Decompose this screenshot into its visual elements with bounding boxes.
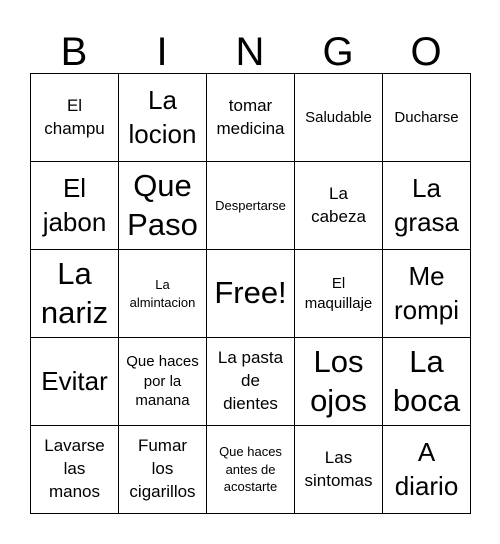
bingo-cell[interactable]: El jabon — [31, 162, 119, 250]
bingo-cell[interactable]: La cabeza — [295, 162, 383, 250]
bingo-cell[interactable]: Evitar — [31, 338, 119, 426]
bingo-cell[interactable]: Los ojos — [295, 338, 383, 426]
bingo-cell[interactable]: tomar medicina — [207, 74, 295, 162]
bingo-cell[interactable]: Saludable — [295, 74, 383, 162]
header-letter-i: I — [156, 30, 168, 74]
bingo-cell[interactable]: La nariz — [31, 250, 119, 338]
bingo-cell[interactable]: Que haces antes de acostarte — [207, 426, 295, 514]
bingo-cell[interactable]: La almintacion — [119, 250, 207, 338]
bingo-cell[interactable]: La grasa — [383, 162, 471, 250]
bingo-cell[interactable]: A diario — [383, 426, 471, 514]
bingo-cell[interactable]: Ducharse — [383, 74, 471, 162]
bingo-cell[interactable]: La locion — [119, 74, 207, 162]
bingo-cell[interactable]: Despertarse — [207, 162, 295, 250]
bingo-cell[interactable]: La boca — [383, 338, 471, 426]
bingo-header — [30, 30, 470, 74]
bingo-cell[interactable]: El maquillaje — [295, 250, 383, 338]
bingo-cell[interactable]: Las sintomas — [295, 426, 383, 514]
bingo-cell[interactable]: Que Paso — [119, 162, 207, 250]
bingo-board — [30, 73, 471, 514]
bingo-cell[interactable]: Lavarse las manos — [31, 426, 119, 514]
header-letter-o: O — [410, 30, 442, 74]
bingo-cell[interactable]: La pasta de dientes — [207, 338, 295, 426]
free-space[interactable]: Free! — [207, 250, 295, 338]
header-letter-n: N — [235, 30, 265, 74]
bingo-cell[interactable]: Que haces por la manana — [119, 338, 207, 426]
header-letter-b: B — [60, 30, 88, 74]
bingo-cell[interactable]: Me rompi — [383, 250, 471, 338]
header-letter-g: G — [322, 30, 354, 74]
bingo-cell[interactable]: Fumar los cigarillos — [119, 426, 207, 514]
bingo-cell[interactable]: El champu — [31, 74, 119, 162]
